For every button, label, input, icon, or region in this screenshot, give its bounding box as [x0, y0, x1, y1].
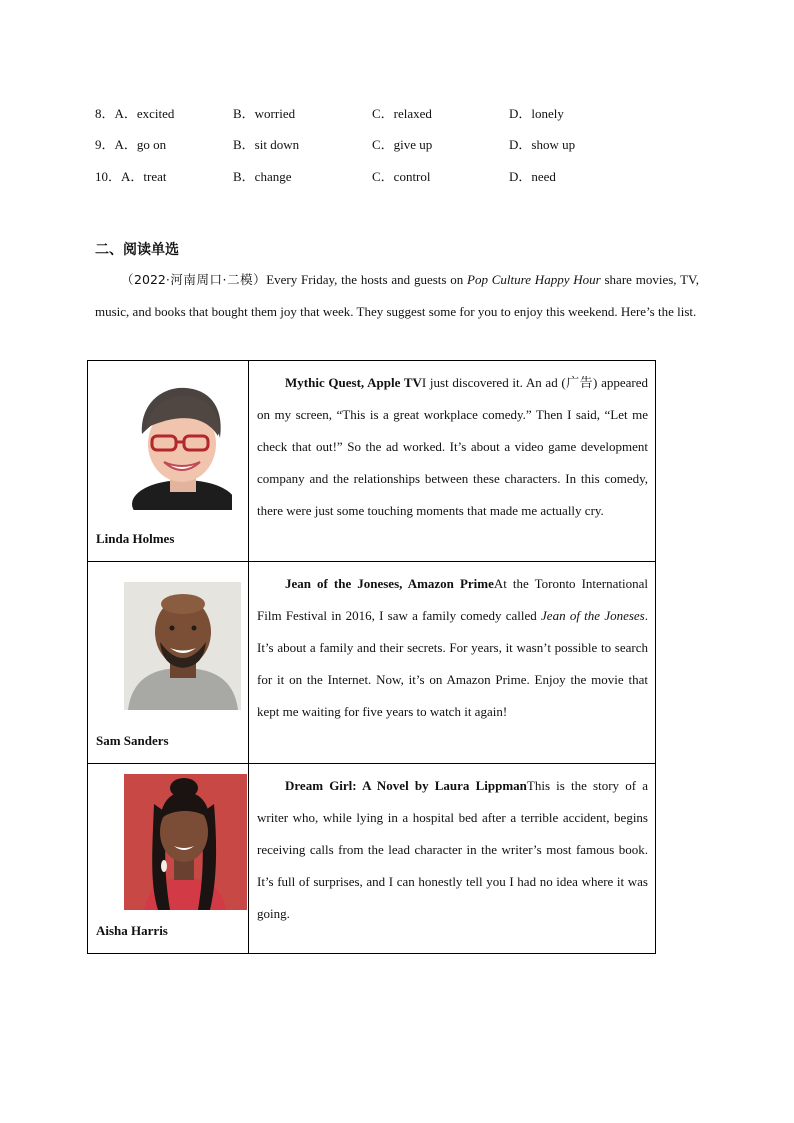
- review-row-aisha: [88, 764, 656, 954]
- option-8-c: C．relaxed: [372, 106, 432, 121]
- review-text-linda: [249, 361, 656, 562]
- option-8-a: 8．A．excited: [95, 106, 175, 121]
- sam-photo: [124, 582, 241, 710]
- intro-text-after: share movies, TV, music, and books that bought them joy that week. They suggest some for you to enjoy this weekend. Here’s the list.: [95, 272, 699, 319]
- review-body-linda: I just discovered it. An ad (广告) appeared on my screen, “This is a great workplace comedy.” Then I said, “Let me check that out!” So the ad worked. It’s about a video game development company and the relationships between these characters. In this comedy, there were just some touching moments that made me actually cry.: [257, 375, 648, 518]
- intro-source: （2022·河南周口·二模）: [121, 272, 267, 287]
- aisha-photo: [124, 774, 247, 910]
- option-10-d: D．need: [509, 169, 556, 184]
- review-row-sam: [88, 562, 656, 764]
- person-cell-sam: [88, 562, 249, 764]
- option-9-c: C．give up: [372, 137, 433, 152]
- review-body-sam-italic: Jean of the Joneses: [541, 608, 645, 623]
- option-10-b: B．change: [233, 169, 292, 184]
- intro-paragraph: [95, 264, 699, 328]
- option-8-d: D．lonely: [509, 106, 564, 121]
- option-9-d: D．show up: [509, 137, 576, 152]
- reviews-table: [87, 360, 656, 954]
- review-title-sam: Jean of the Joneses, Amazon Prime: [285, 576, 494, 591]
- review-row-linda: [88, 361, 656, 562]
- review-text-sam: [249, 562, 656, 764]
- intro-text-before: Every Friday, the hosts and guests on: [266, 272, 468, 287]
- option-8-b: B．worried: [233, 106, 296, 121]
- review-body-sam-1: At the Toronto International Film Festival in 2016, I saw a family comedy called: [257, 576, 648, 623]
- option-10-a: 10．A．treat: [95, 169, 167, 184]
- review-title-linda: Mythic Quest, Apple TV: [285, 375, 422, 390]
- review-body-sam-2: . It’s about a family and their secrets. For years, it wasn’t possible to search for it on the Internet. Now, it’s on Amazon Prime. Enjoy the movie that kept me waiting for five years to watch it again!: [257, 608, 648, 719]
- intro-show-title: Pop Culture Happy Hour: [467, 272, 601, 287]
- review-text-aisha: [249, 764, 656, 954]
- option-9-a: 9．A．go on: [95, 137, 167, 152]
- person-name-sam: Sam Sanders: [96, 733, 169, 748]
- review-title-aisha: Dream Girl: A Novel by Laura Lippman: [285, 778, 527, 793]
- linda-photo: [124, 382, 232, 510]
- section-title: 二、阅读单选: [95, 242, 179, 258]
- option-10-c: C．control: [372, 169, 431, 184]
- person-name-linda: Linda Holmes: [96, 531, 175, 546]
- review-body-aisha: This is the story of a writer who, while lying in a hospital bed after a terrible accident, begins receiving calls from the lead character in the writer’s most famous book. It’s full of surprises, and I can honestly tell you I had no idea where it was going.: [257, 778, 648, 921]
- person-name-aisha: Aisha Harris: [96, 923, 168, 938]
- person-cell-aisha: [88, 764, 249, 954]
- option-9-b: B．sit down: [233, 137, 300, 152]
- person-cell-linda: [88, 361, 249, 562]
